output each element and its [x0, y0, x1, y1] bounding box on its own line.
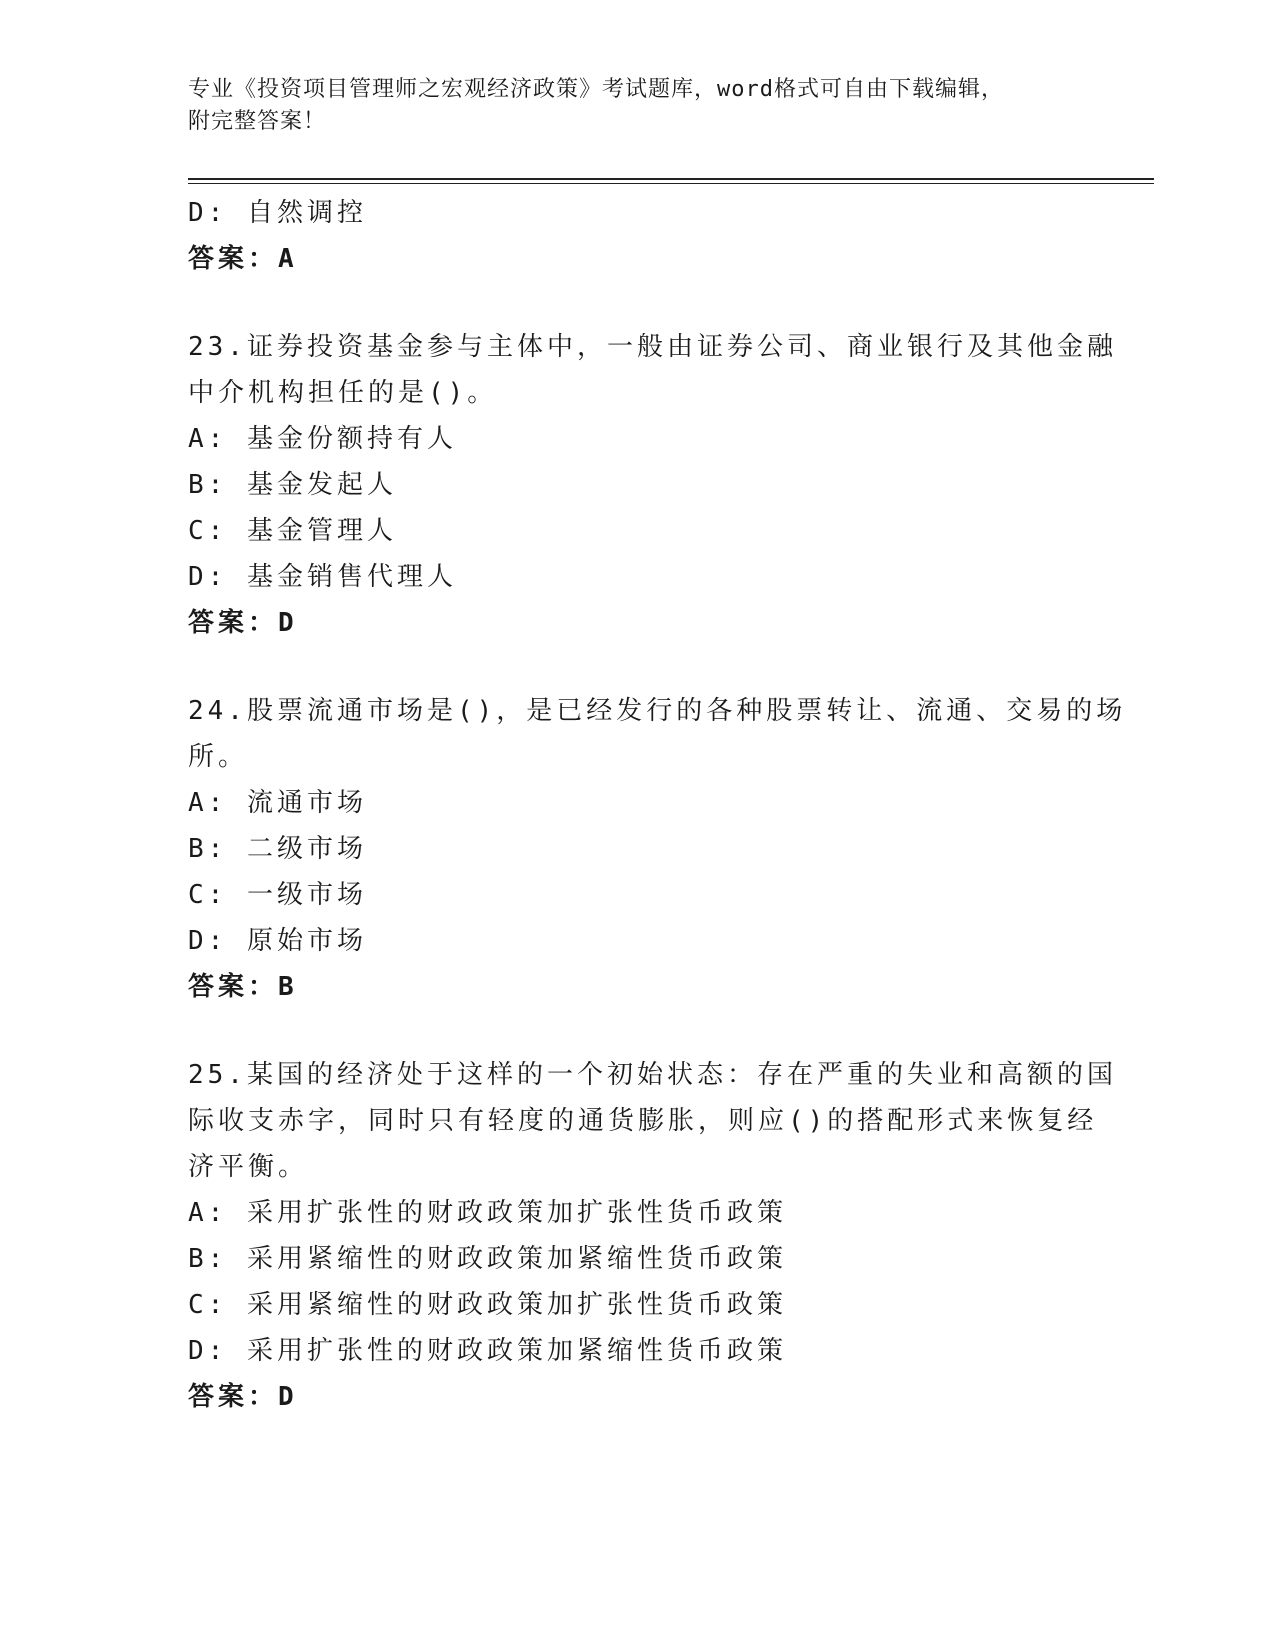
option-b: B: 采用紧缩性的财政政策加紧缩性货币政策	[188, 1244, 787, 1274]
spacer	[188, 646, 1088, 688]
question-stem: 际收支赤字，同时只有轻度的通货膨胀，则应()的搭配形式来恢复经	[188, 1106, 1098, 1136]
option-c: C: 基金管理人	[188, 516, 397, 546]
question-stem: 25.某国的经济处于这样的一个初始状态：存在严重的失业和高额的国	[188, 1060, 1117, 1090]
option-d: D: 自然调控	[188, 198, 367, 228]
option-c: C: 一级市场	[188, 880, 367, 910]
option-c: C: 采用紧缩性的财政政策加扩张性货币政策	[188, 1290, 787, 1320]
option-d: D: 基金销售代理人	[188, 562, 457, 592]
header-divider-thick	[188, 178, 1154, 180]
question-stem: 济平衡。	[188, 1152, 309, 1182]
option-d: D: 原始市场	[188, 926, 367, 956]
answer-line: 答案：D	[188, 608, 298, 638]
question-stem: 24.股票流通市场是()，是已经发行的各种股票转让、流通、交易的场	[188, 696, 1127, 726]
question-24	[188, 688, 1127, 1010]
spacer	[188, 282, 1088, 324]
answer-line: 答案：D	[188, 1382, 298, 1412]
option-a: A: 基金份额持有人	[188, 424, 457, 454]
answer-line: 答案：B	[188, 972, 298, 1002]
question-stem: 所。	[188, 742, 249, 772]
header-line-2: 附完整答案！	[188, 109, 327, 134]
question-stem: 23.证券投资基金参与主体中，一般由证券公司、商业银行及其他金融	[188, 332, 1117, 362]
header-line-1: 专业《投资项目管理师之宏观经济政策》考试题库，word格式可自由下载编辑，	[188, 77, 1004, 102]
question-23	[188, 324, 1117, 646]
question-list	[188, 190, 1127, 1420]
question-22-tail	[188, 190, 1088, 282]
option-a: A: 采用扩张性的财政政策加扩张性货币政策	[188, 1198, 787, 1228]
answer-line: 答案：A	[188, 244, 298, 274]
document-header	[188, 74, 1068, 138]
header-divider-thin	[188, 183, 1154, 184]
question-stem: 中介机构担任的是()。	[188, 378, 498, 408]
spacer	[188, 1010, 1088, 1052]
option-d: D: 采用扩张性的财政政策加紧缩性货币政策	[188, 1336, 787, 1366]
option-b: B: 基金发起人	[188, 470, 397, 500]
option-b: B: 二级市场	[188, 834, 367, 864]
option-a: A: 流通市场	[188, 788, 367, 818]
question-25	[188, 1052, 1117, 1420]
